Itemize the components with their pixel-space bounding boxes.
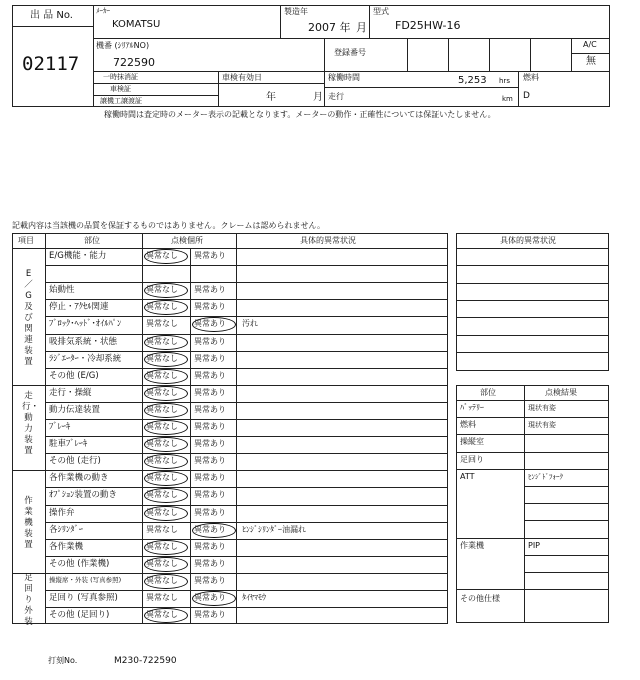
status-ok-label: 異常なし bbox=[146, 610, 178, 620]
status-ok-label: 異常なし bbox=[146, 336, 178, 346]
disclaimer: 記載内容は当該機の品質を保証するものではありません。クレームは認められません。 bbox=[12, 221, 325, 230]
header-part: 部位 bbox=[84, 236, 100, 245]
group-label: E／G及び関連装置 bbox=[24, 268, 33, 367]
detail-text: ﾋﾝｼﾞｼﾘﾝﾀﾞｰ油漏れ bbox=[242, 524, 306, 534]
side-result-line bbox=[456, 538, 609, 539]
side-result-header: 点検結果 bbox=[545, 388, 577, 397]
side-detail-line bbox=[456, 300, 609, 301]
status-circle bbox=[192, 591, 236, 606]
part-label: ｵﾌﾟｼｮﾝ装置の動き bbox=[49, 490, 118, 501]
part-label: 各ｼﾘﾝﾀﾞｰ bbox=[49, 524, 84, 535]
stamp-value: M230-722590 bbox=[114, 656, 177, 666]
table-row-line bbox=[45, 590, 448, 591]
year-value: 2007 年 bbox=[308, 21, 351, 34]
table-column-line bbox=[45, 233, 46, 624]
status-ok-label: 異常なし bbox=[146, 319, 178, 329]
model-value: FD25HW-16 bbox=[395, 19, 461, 32]
status-ok-label: 異常なし bbox=[146, 524, 178, 534]
side-result-value: 現状有姿 bbox=[528, 421, 556, 430]
status-ng-label: 異常あり bbox=[194, 524, 226, 534]
side-detail-header: 具体的異常状況 bbox=[500, 236, 556, 245]
status-ng-label: 異常あり bbox=[194, 541, 226, 551]
table-header-line bbox=[12, 248, 448, 249]
status-ok-label: 異常なし bbox=[146, 302, 178, 312]
header-detail: 具体的異常状況 bbox=[300, 236, 356, 245]
status-ok-label: 異常なし bbox=[146, 422, 178, 431]
inspection-label: 車検有効日 bbox=[222, 73, 262, 82]
group-label: 走行・動力装置 bbox=[22, 391, 40, 457]
status-ok-label: 異常なし bbox=[146, 541, 178, 551]
hours-label: 稼働時間 bbox=[328, 73, 360, 82]
side-result-value: 現状有姿 bbox=[528, 404, 556, 412]
part-label: ﾗｼﾞｴｰﾀｰ・冷却系統 bbox=[49, 353, 122, 364]
part-label: ﾌﾞﾚｰｷ bbox=[49, 422, 71, 432]
status-circle bbox=[144, 386, 188, 401]
table-row-line bbox=[45, 316, 448, 317]
status-ng-label: 異常あり bbox=[194, 490, 226, 500]
ac-label: A/C bbox=[583, 40, 597, 49]
status-circle bbox=[144, 540, 188, 555]
side-result-line bbox=[456, 589, 609, 590]
part-label: その他 (走行) bbox=[49, 456, 101, 467]
side-detail-line bbox=[456, 248, 609, 249]
table-row-line bbox=[45, 522, 448, 523]
status-ng-label: 異常あり bbox=[194, 507, 226, 517]
status-circle bbox=[144, 249, 188, 264]
header-item: 項目 bbox=[18, 236, 34, 245]
status-circle bbox=[144, 557, 188, 572]
status-ng-label: 異常あり bbox=[194, 251, 226, 260]
status-ng-label: 異常あり bbox=[194, 558, 226, 568]
status-circle bbox=[144, 335, 188, 350]
month-suffix: 月 bbox=[356, 21, 367, 34]
fuel-label: 燃料 bbox=[523, 73, 539, 82]
group-label: 作業機装置 bbox=[24, 496, 33, 551]
hours-unit: hrs bbox=[499, 77, 510, 85]
group-label: 足回り外装 bbox=[24, 573, 33, 628]
side-part-label: 足回り bbox=[460, 454, 484, 464]
status-ok-label: 異常なし bbox=[146, 558, 178, 568]
part-label: 始動性 bbox=[49, 285, 75, 296]
side-part-label: ﾊﾞｯﾃﾘｰ bbox=[460, 403, 484, 412]
maker-value: KOMATSU bbox=[112, 19, 161, 30]
status-ng-label: 異常あり bbox=[194, 285, 226, 295]
cert-vehicle: 車検証 bbox=[110, 85, 131, 93]
part-label: 動力伝達装置 bbox=[49, 404, 101, 415]
part-label: 停止・ｱｸｾﾙ関連 bbox=[49, 302, 109, 313]
part-label: 足回り (写真参照) bbox=[49, 593, 118, 603]
side-result-line bbox=[456, 417, 609, 418]
table-row-line bbox=[45, 299, 448, 300]
table-row-line bbox=[45, 351, 448, 352]
maker-label: ﾒｰｶｰ bbox=[96, 7, 110, 15]
status-ng-label: 異常あり bbox=[194, 353, 226, 363]
table-row-line bbox=[45, 607, 448, 608]
table-row-line bbox=[45, 334, 448, 335]
table-row-line bbox=[45, 402, 448, 403]
table-column-line bbox=[236, 233, 237, 624]
table-row-line bbox=[12, 470, 448, 471]
status-ok-label: 異常なし bbox=[146, 490, 178, 500]
ac-value: 無 bbox=[586, 56, 596, 67]
side-detail-line bbox=[456, 335, 609, 336]
status-circle bbox=[144, 352, 188, 367]
hours-value: 5,253 bbox=[458, 75, 487, 86]
table-row-line bbox=[45, 453, 448, 454]
status-circle bbox=[192, 523, 236, 538]
status-ok-label: 異常なし bbox=[146, 370, 178, 380]
header-check: 点検個所 bbox=[171, 236, 203, 245]
part-label: その他 (E/G) bbox=[49, 370, 99, 381]
cert-transfer: 譲機工譲渡証 bbox=[100, 97, 142, 105]
part-label: その他 (作業機) bbox=[49, 558, 110, 569]
status-ok-label: 異常なし bbox=[146, 593, 178, 602]
status-ng-label: 異常あり bbox=[194, 370, 226, 380]
registration-label: 登録番号 bbox=[334, 48, 366, 57]
status-ng-label: 異常あり bbox=[194, 610, 226, 620]
status-ng-label: 異常あり bbox=[194, 422, 226, 431]
table-row-line bbox=[45, 419, 448, 420]
side-detail-table bbox=[456, 233, 609, 371]
model-label: 型式 bbox=[373, 7, 389, 16]
side-result-line bbox=[456, 452, 609, 453]
table-row-line bbox=[45, 436, 448, 437]
status-ok-label: 異常なし bbox=[146, 456, 178, 466]
status-ng-label: 異常あり bbox=[194, 404, 226, 414]
part-label: 操縦席・外装 (写真参照) bbox=[49, 575, 122, 584]
side-detail-line bbox=[456, 283, 609, 284]
status-circle bbox=[144, 369, 188, 384]
status-ok-label: 異常なし bbox=[146, 285, 178, 295]
table-row-line bbox=[45, 265, 448, 266]
travel-label: 走行 bbox=[328, 92, 344, 101]
side-result-line bbox=[456, 400, 609, 401]
stamp-label: 打刻No. bbox=[48, 656, 78, 665]
att-label: ATT bbox=[460, 471, 475, 481]
status-ok-label: 異常なし bbox=[146, 575, 178, 585]
status-circle bbox=[144, 403, 188, 418]
side-part-label: 燃料 bbox=[460, 420, 476, 430]
side-sub-line bbox=[524, 555, 609, 556]
att-value: ﾋﾝｼﾞﾄﾞﾌｫｰｸ bbox=[528, 472, 563, 481]
status-ok-label: 異常なし bbox=[146, 353, 178, 363]
side-result-line bbox=[456, 434, 609, 435]
status-ok-label: 異常なし bbox=[146, 387, 178, 397]
hours-note: 稼働時間は査定時のメーター表示の記載となります。メーターの動作・正確性については保証いたしません。 bbox=[104, 110, 496, 119]
other-spec-label: その他仕様 bbox=[460, 594, 500, 604]
table-column-line bbox=[142, 233, 143, 624]
inspection-year: 年 bbox=[266, 92, 276, 103]
status-ng-label: 異常あり bbox=[194, 387, 226, 397]
status-circle bbox=[144, 506, 188, 521]
status-ng-label: 異常あり bbox=[194, 456, 226, 466]
side-sub-line bbox=[524, 520, 609, 521]
side-part-label: 操縦室 bbox=[460, 437, 484, 447]
part-label: ﾌﾞﾛｯｸ･ﾍｯﾄﾞ･ｵｲﾙﾊﾟﾝ bbox=[49, 319, 122, 330]
status-ng-label: 異常あり bbox=[194, 336, 226, 346]
status-ok-label: 異常なし bbox=[146, 251, 178, 260]
cert-temp-cancel: 一時抹消証 bbox=[103, 73, 138, 81]
detail-text: 汚れ bbox=[242, 319, 258, 329]
status-ok-label: 異常なし bbox=[146, 404, 178, 414]
part-label: E/G機能・能力 bbox=[49, 251, 107, 261]
side-detail-line bbox=[456, 352, 609, 353]
table-row-line bbox=[45, 539, 448, 540]
side-sub-line bbox=[524, 572, 609, 573]
status-ng-label: 異常あり bbox=[194, 439, 226, 449]
table-row-line bbox=[45, 505, 448, 506]
work-label: 作業機 bbox=[460, 540, 484, 550]
table-row-line bbox=[45, 487, 448, 488]
side-sub-line bbox=[524, 486, 609, 487]
side-result-line bbox=[456, 469, 609, 470]
lot-number: 02117 bbox=[22, 53, 80, 75]
table-row-line bbox=[45, 368, 448, 369]
side-sub-line bbox=[524, 503, 609, 504]
km-unit: km bbox=[502, 95, 513, 103]
lot-label: 出 品 No. bbox=[30, 10, 73, 21]
part-label: 吸排気系統・状態 bbox=[49, 336, 118, 347]
inspection-month: 月 bbox=[313, 92, 323, 103]
part-label: 走行・操縦 bbox=[49, 387, 92, 398]
status-ok-label: 異常なし bbox=[146, 507, 178, 517]
table-row-line bbox=[12, 385, 448, 386]
serial-value: 722590 bbox=[113, 56, 155, 69]
status-ng-label: 異常あり bbox=[194, 473, 226, 483]
status-circle bbox=[144, 574, 188, 589]
table-row-line bbox=[45, 556, 448, 557]
status-ng-label: 異常あり bbox=[194, 593, 226, 602]
side-detail-line bbox=[456, 265, 609, 266]
side-detail-line bbox=[456, 317, 609, 318]
table-row-line bbox=[45, 282, 448, 283]
year-label: 製造年 bbox=[284, 7, 308, 16]
serial-label: 機番 (ｼﾘｱﾙNO) bbox=[96, 41, 150, 50]
status-ok-label: 異常なし bbox=[146, 439, 178, 449]
status-circle bbox=[144, 420, 188, 435]
fuel-value: D bbox=[523, 91, 530, 101]
side-part-header: 部位 bbox=[480, 388, 496, 397]
part-label: 各作業機の動き bbox=[49, 473, 109, 484]
part-label: 駐車ﾌﾞﾚｰｷ bbox=[49, 439, 88, 450]
part-label: その他 (足回り) bbox=[49, 610, 110, 621]
table-row-line bbox=[12, 573, 448, 574]
detail-text: ﾀｲﾔﾏﾓｳ bbox=[242, 593, 266, 602]
status-ok-label: 異常なし bbox=[146, 473, 178, 483]
status-ng-label: 異常あり bbox=[194, 575, 226, 585]
status-ng-label: 異常あり bbox=[194, 302, 226, 312]
work-value: PIP bbox=[528, 540, 541, 550]
part-label: 各作業機 bbox=[49, 541, 84, 552]
part-label: 操作弁 bbox=[49, 507, 75, 518]
status-ng-label: 異常あり bbox=[194, 319, 226, 329]
